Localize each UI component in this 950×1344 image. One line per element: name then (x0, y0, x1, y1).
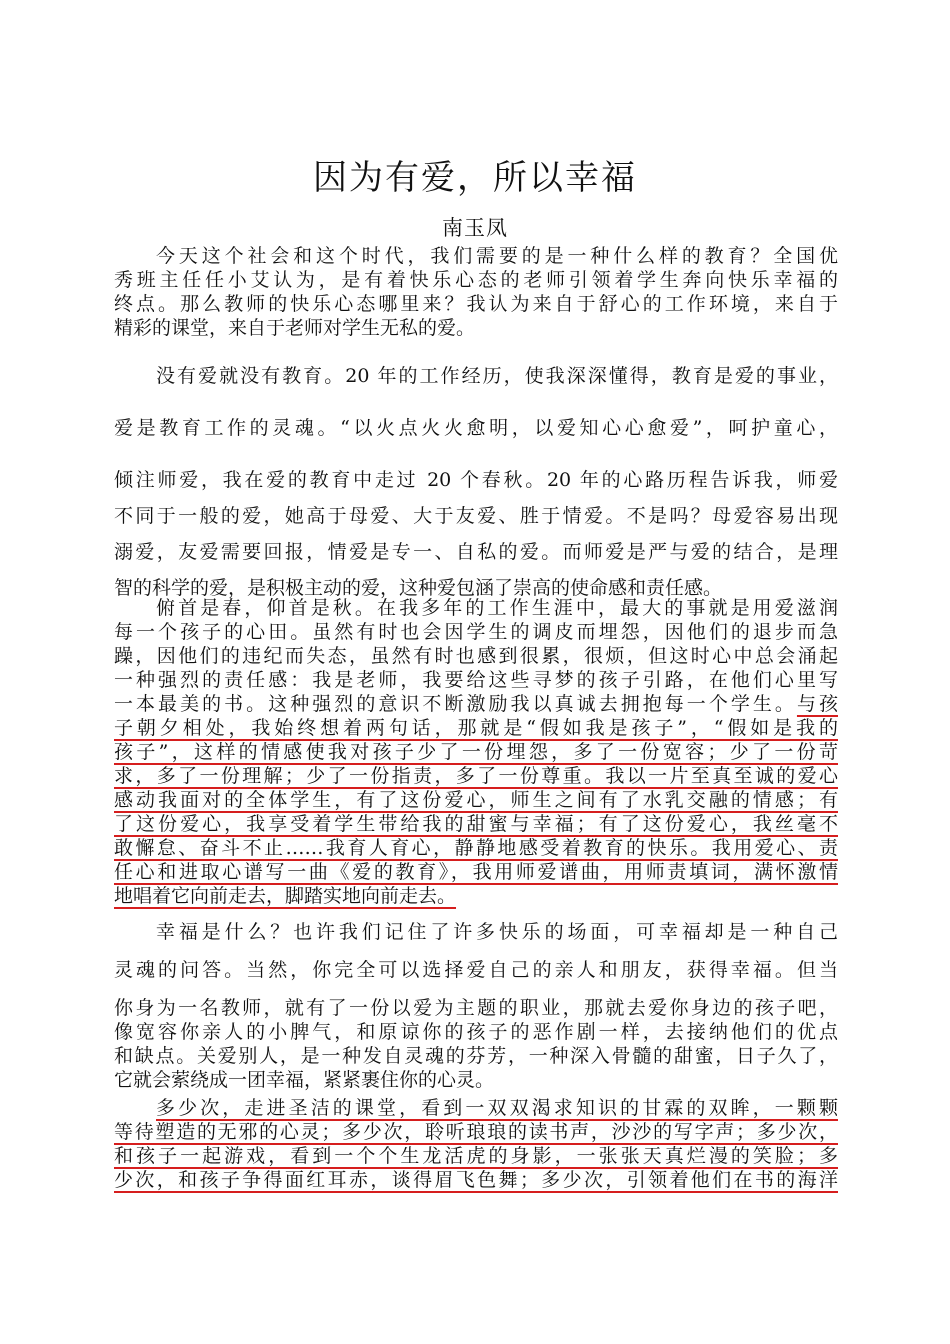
paragraph-1 (114, 244, 838, 340)
underlined-line: 感动我面对的全体学生，有了这份爱心，师生之间有了水乳交融的情感；有 (114, 789, 838, 811)
text-line (114, 692, 838, 716)
underlined-line: 了这份爱心，我享受着学生带给我的甜蜜与幸福；有了这份爱心，我丝毫不 (114, 813, 838, 835)
text-line: 没有爱就没有教育。20 年的工作经历，使我深深懂得，教育是爱的事业， (156, 365, 838, 387)
text-line: 灵魂的问答。当然，你完全可以选择爱自己的亲人和朋友，获得幸福。但当 (114, 959, 838, 981)
paragraph-2 (114, 358, 838, 606)
underlined-line: 求，多了一份理解；少了一份指责，多了一份尊重。我以一片至真至诚的爱心 (114, 765, 838, 787)
paragraph-5 (114, 1096, 838, 1192)
text-line: 你身为一名教师，就有了一份以爱为主题的职业，那就去爱你身边的孩子吧， (114, 997, 838, 1019)
text-line: 和缺点。关爱别人，是一种发自灵魂的芬芳，一种深入骨髓的甜蜜，日子久了， (114, 1045, 838, 1067)
underlined-line: 孩子”，这样的情感使我对孩子少了一份埋怨，多了一份宽容；少了一份苛 (114, 741, 838, 763)
text-line (114, 884, 838, 908)
underlined-line: 等待塑造的无邪的心灵；多少次，聆听琅琅的读书声，沙沙的写字声；多少次， (114, 1121, 838, 1143)
underlined-line: 敢懈怠、奋斗不止……我育人育心，静静地感受着教育的快乐。我用爱心、责 (114, 837, 838, 859)
text-line: 俯首是春，仰首是秋。在我多年的工作生涯中，最大的事就是用爱滋润 (156, 597, 838, 619)
paragraph-3 (114, 596, 838, 908)
text-line: 爱是教育工作的灵魂。“以火点火火愈明，以爱知心心愈爱”，呵护童心， (114, 417, 838, 439)
text-line: 秀班主任任小艾认为，是有着快乐心态的老师引领着学生奔向快乐幸福的 (114, 269, 838, 291)
text-line: 倾注师爱，我在爱的教育中走过 20 个春秋。20 年的心路历程告诉我，师爱 (114, 469, 838, 491)
underlined-text: 与孩 (796, 693, 838, 715)
text-segment: 一本最美的书。这种强烈的意识不断激励我以真诚去拥抱每一个学生。 (114, 693, 797, 715)
text-line: 躁，因他们的违纪而失态，虽然有时也感到很累，很烦，但这时心中总会涌起 (114, 645, 838, 667)
text-line: 精彩的课堂，来自于老师对学生无私的爱。 (114, 317, 476, 339)
author-name: 南玉凤 (442, 216, 508, 240)
text-line: 不同于一般的爱，她高于母爱、大于友爱、胜于情爱。不是吗？母爱容易出现 (114, 505, 838, 527)
underlined-text: 地唱着它向前走去，脚踏实地向前走去。 (114, 885, 457, 907)
document-title: 因为有爱，所以幸福 (313, 158, 637, 198)
underlined-line: 少次，和孩子争得面红耳赤，谈得眉飞色舞；多少次，引领着他们在书的海洋 (114, 1169, 838, 1191)
text-line: 每一个孩子的心田。虽然有时也会因学生的调皮而埋怨，因他们的退步而急 (114, 621, 838, 643)
text-line: 今天这个社会和这个时代，我们需要的是一种什么样的教育？全国优 (156, 245, 838, 267)
underlined-line: 任心和进取心谱写一曲《爱的教育》，我用师爱谱曲，用师责填词，满怀激情 (114, 861, 838, 883)
underlined-line: 和孩子一起游戏，看到一个个生龙活虎的身影，一张张天真烂漫的笑脸；多 (114, 1145, 838, 1167)
text-line: 溺爱，友爱需要回报，情爱是专一、自私的爱。而师爱是严与爱的结合，是理 (114, 541, 838, 563)
text-line: 终点。那么教师的快乐心态哪里来？我认为来自于舒心的工作环境，来自于 (114, 293, 838, 315)
text-line: 幸福是什么？也许我们记住了许多快乐的场面，可幸福却是一种自己 (156, 921, 838, 943)
underlined-line: 多少次，走进圣洁的课堂，看到一双双渴求知识的甘霖的双眸，一颗颗 (156, 1097, 838, 1119)
text-line: 一种强烈的责任感：我是老师，我要给这些寻梦的孩子引路，在他们心里写 (114, 669, 838, 691)
underlined-line: 子朝夕相处，我始终想着两句话，那就是“假如我是孩子”，“假如是我的 (114, 717, 838, 739)
paragraph-4 (114, 920, 838, 1092)
text-line: 它就会萦绕成一团幸福，紧紧裹住你的心灵。 (114, 1069, 495, 1091)
text-line: 像宽容你亲人的小脾气，和原谅你的孩子的恶作剧一样，去接纳他们的优点 (114, 1021, 838, 1043)
text-line: 智的科学的爱，是积极主动的爱，这种爱包涵了崇高的使命感和责任感。 (114, 577, 723, 599)
